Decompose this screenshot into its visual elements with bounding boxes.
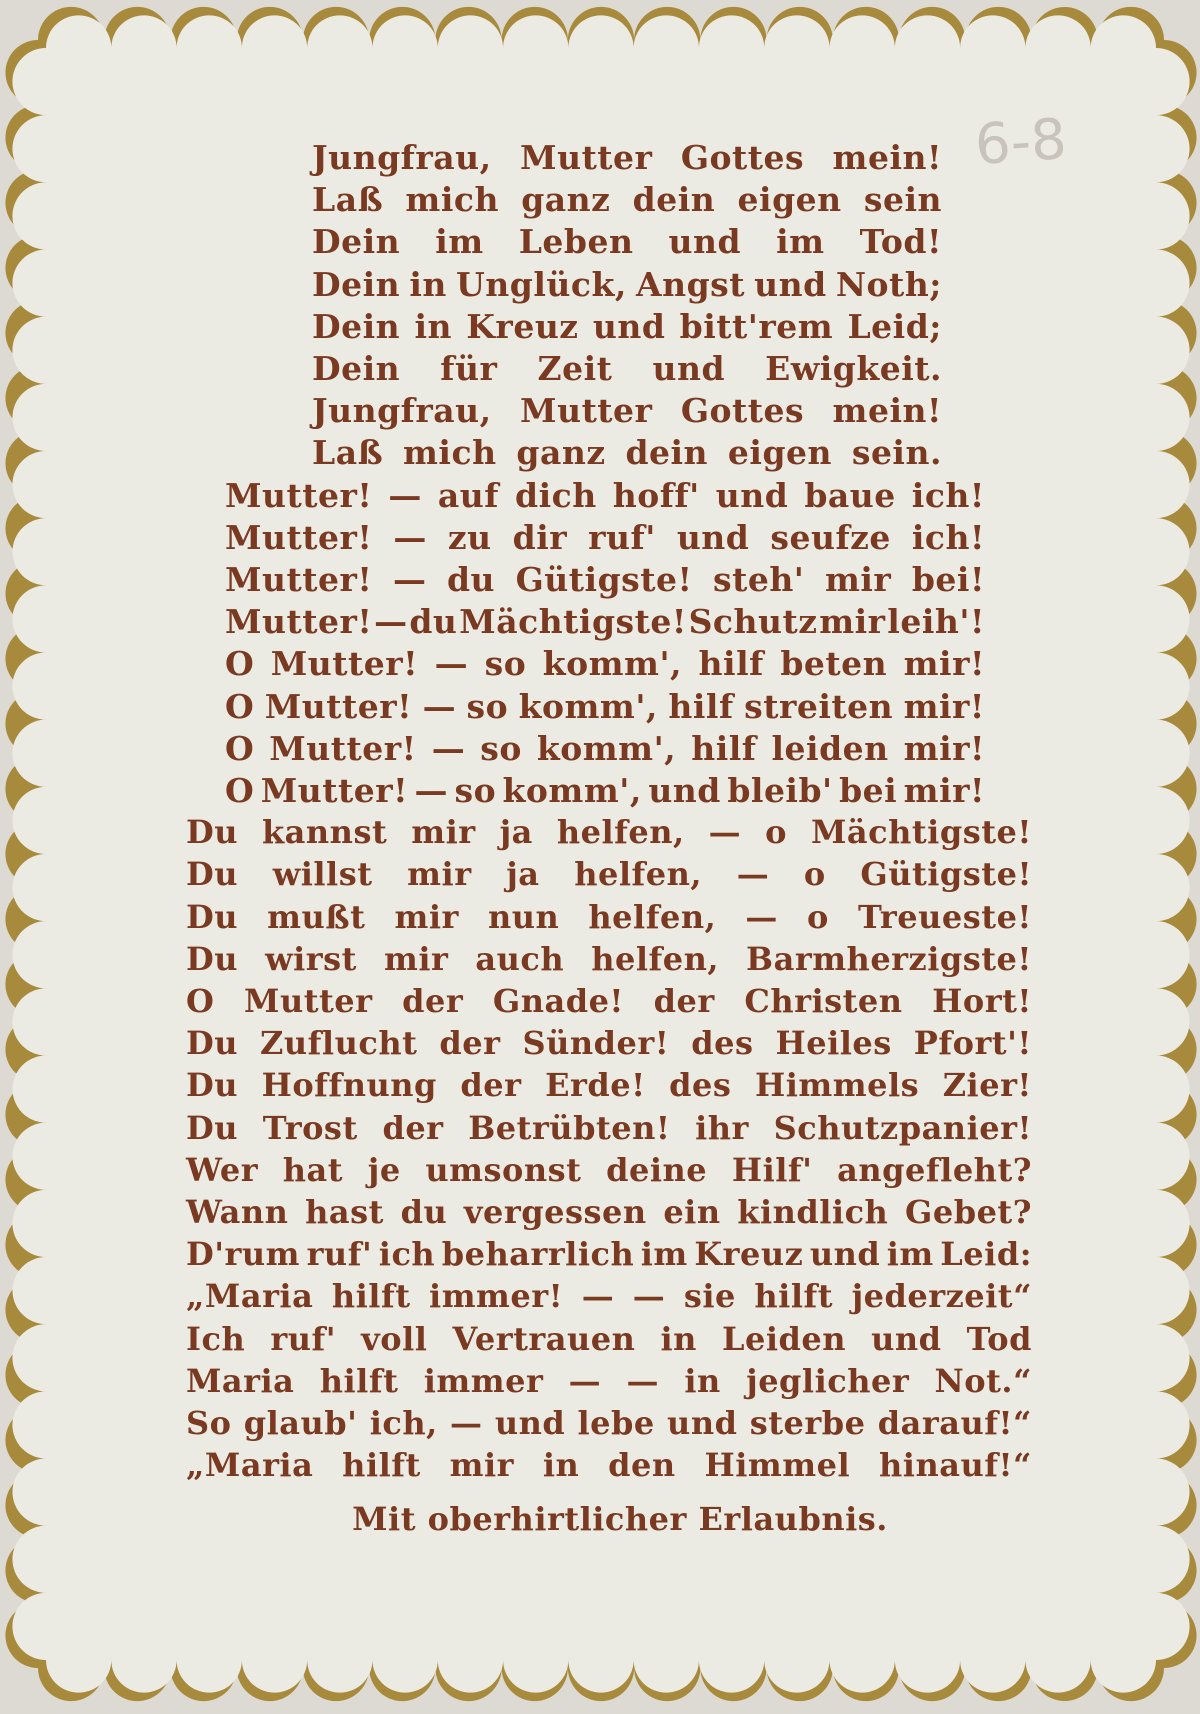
poem-word: in <box>414 306 452 346</box>
poem-word: leih'! <box>887 602 985 642</box>
poem-word: glaub' <box>243 1404 358 1442</box>
poem-word: — <box>736 855 770 894</box>
poem-word: Mutter! <box>270 644 419 684</box>
poem-word: ja <box>499 813 533 852</box>
poem-word: mir! <box>903 728 985 768</box>
poem-word: — <box>414 771 449 810</box>
poem-word: für <box>440 349 498 388</box>
poem-word: hilft <box>342 1446 421 1485</box>
poem-word: Hoffnung <box>261 1066 437 1105</box>
poem-word: Ich <box>186 1319 246 1358</box>
poem-line <box>186 940 1032 978</box>
poem-word: „Maria <box>186 1277 314 1316</box>
poem-word: Heiles <box>775 1024 892 1063</box>
poem-word: Du <box>186 897 239 936</box>
poem-word: — <box>626 1361 659 1400</box>
poem-word: Wer <box>186 1150 259 1189</box>
poem-word: — <box>388 475 422 515</box>
poem-word: beten <box>780 644 888 684</box>
poem-word: so <box>484 644 527 684</box>
poem-word: du <box>446 560 496 599</box>
poem-word: — <box>745 897 778 936</box>
poem-word: Himmels <box>754 1066 920 1105</box>
poem-word: und <box>809 1235 881 1274</box>
poem-word: hinauf!“ <box>879 1446 1032 1485</box>
poem-word: steh' <box>713 560 805 599</box>
poem-word: im <box>886 1235 934 1274</box>
poem-word: — <box>568 1361 602 1400</box>
poem-line <box>225 687 985 726</box>
poem-word: Mächtigste! <box>459 602 687 642</box>
poem-word: umsonst <box>425 1150 582 1189</box>
poem-word: im <box>640 1235 688 1274</box>
poem-word: ja <box>506 855 540 894</box>
poem-line <box>312 349 942 388</box>
poem-word: hilft <box>754 1277 834 1316</box>
poem-word: O <box>186 982 215 1020</box>
poem-word: — <box>632 1277 666 1316</box>
poem-word: mir <box>819 602 886 642</box>
poem-word: seufze <box>770 517 891 557</box>
poem-word: mir <box>383 939 449 978</box>
poem-word: Gottes <box>680 391 805 431</box>
poem-word: o <box>765 813 787 852</box>
poem-word: so <box>454 771 497 810</box>
poem-line <box>186 898 1032 936</box>
poem-word: deine <box>606 1150 708 1189</box>
poem-word: Dein <box>312 264 401 304</box>
poem-word: Leben <box>518 222 634 262</box>
poem-word: Kreuz <box>466 306 579 346</box>
poem-word: ruf' <box>306 1235 373 1274</box>
poem-word: so <box>480 728 522 768</box>
poem-word: sterbe <box>749 1404 866 1442</box>
poem-word: ganz <box>521 180 611 220</box>
poem-word: sein <box>863 180 942 220</box>
poem-word: Jungfrau, <box>312 391 492 431</box>
poem-word: in <box>409 264 447 304</box>
poem-word: — <box>581 1277 615 1316</box>
poem-word: mir <box>411 813 476 852</box>
poem-word: ruf' <box>270 1319 337 1358</box>
poem-word: — <box>374 602 408 642</box>
poem-word: — <box>422 686 457 726</box>
poem-word: kindlich <box>737 1193 889 1231</box>
poem-word: sein. <box>851 433 942 473</box>
poem-word: bei <box>839 771 898 810</box>
poem-word: Barmherzigste! <box>746 939 1032 978</box>
poem-word: und <box>494 1404 566 1442</box>
poem-word: darauf!“ <box>877 1404 1032 1442</box>
poem-word: Hilf' <box>731 1150 813 1189</box>
poem-word: auch <box>475 939 565 978</box>
poem-word: Tod! <box>859 222 942 262</box>
poem-word: hilft <box>319 1361 399 1400</box>
pencil-note: 6-8 <box>972 106 1069 179</box>
poem-word: mir <box>824 560 892 599</box>
poem-word: Mutter! <box>264 686 413 726</box>
poem-word: dir <box>512 517 568 557</box>
poem-word: Schutzpanier! <box>773 1108 1032 1147</box>
poem-word: Gebet? <box>905 1193 1032 1231</box>
poem-line <box>312 433 942 472</box>
poem-word: komm', <box>536 728 677 768</box>
poem-line <box>225 476 985 515</box>
poem-word: Leiden <box>722 1319 847 1358</box>
poem-line <box>186 1193 1032 1231</box>
poem-word: mich <box>405 180 499 220</box>
poem-word: o <box>803 855 826 894</box>
poem-word: hilf <box>691 728 757 768</box>
poem-word: So <box>186 1404 232 1442</box>
poem-word: Hort! <box>932 982 1032 1020</box>
poem-word: mir! <box>903 644 985 684</box>
poem-word: angefleht? <box>837 1150 1032 1189</box>
poem-word: Gütigste! <box>515 560 693 599</box>
poem-line <box>186 982 1032 1020</box>
poem-line <box>312 307 942 346</box>
poem-word: mir <box>449 1446 515 1485</box>
poem-word: der <box>653 982 715 1020</box>
poem-word: o <box>806 897 829 936</box>
poem-word: Schutz <box>688 602 818 642</box>
poem-word: Tod <box>966 1319 1032 1358</box>
poem-word: Mutter! <box>225 475 373 515</box>
poem-word: Mächtigste! <box>810 813 1032 852</box>
poem-word: Mutter! <box>260 771 409 810</box>
poem-word: Leid; <box>847 306 942 346</box>
poem-word: bitt'rem <box>679 306 834 346</box>
poem-word: — <box>393 517 427 557</box>
poem-word: Dein <box>312 349 401 388</box>
poem-word: — <box>450 1404 483 1442</box>
poem-word: — <box>431 728 466 768</box>
poem-word: jeglicher <box>746 1361 910 1400</box>
poem-word: immer! <box>429 1277 564 1316</box>
poem-word: im <box>776 222 825 262</box>
poem-word: ich! <box>911 517 985 557</box>
poem-word: so <box>466 686 509 726</box>
poem-word: Wann <box>186 1193 289 1231</box>
poem-word: Angst <box>635 264 745 304</box>
poem-word: mir <box>394 897 459 936</box>
poem-word: Treueste! <box>857 897 1032 936</box>
poem-word: helfen, <box>574 855 703 894</box>
poem-word: O <box>225 686 255 726</box>
poem-word: leiden <box>771 728 889 768</box>
poem-word: ruf' <box>588 517 656 557</box>
poem-word: beharrlich <box>441 1235 635 1274</box>
poem-word: ihr <box>695 1108 749 1147</box>
poem-word: Not.“ <box>934 1361 1032 1400</box>
poem-word: und <box>648 771 721 810</box>
poem-word: dein <box>632 180 716 220</box>
poem-word: Himmel <box>704 1446 851 1485</box>
poem-word: und <box>668 222 742 262</box>
poem-line <box>312 391 942 430</box>
poem-word: Jungfrau, <box>312 138 492 177</box>
poem-word: komm', <box>502 771 642 810</box>
poem-word: mir! <box>903 771 985 810</box>
poem-word: Du <box>186 813 239 852</box>
poem-word: und <box>592 306 666 346</box>
poem-word: eigen <box>737 180 842 220</box>
poem-word: Gütigste! <box>860 855 1032 894</box>
poem-word: Christen <box>744 982 903 1020</box>
poem-word: ein <box>663 1193 721 1231</box>
poem-word: Zeit <box>537 349 613 388</box>
poem-word: mir! <box>903 686 985 726</box>
poem-word: der <box>382 1108 444 1147</box>
poem-word: Mutter <box>520 391 653 431</box>
poem-word: je <box>367 1150 401 1189</box>
poem-word: komm', <box>518 686 658 726</box>
poem-word: komm', <box>542 644 683 684</box>
poem-word: lebe <box>577 1404 655 1442</box>
poem-line <box>225 729 985 768</box>
poem-word: jederzeit“ <box>851 1277 1032 1316</box>
poem-line <box>186 1404 1032 1442</box>
poem-line <box>225 644 985 683</box>
poem-word: Pfort'! <box>913 1024 1032 1063</box>
poem-word: bleib' <box>727 771 833 810</box>
poem-word: helfen, <box>556 813 685 852</box>
poem-word: hilft <box>331 1277 411 1316</box>
poem-word: der <box>460 1066 522 1105</box>
poem-word: Mutter <box>244 982 373 1020</box>
poem-word: Unglück, <box>456 264 627 304</box>
imprimatur-line: Mit oberhirtlicher Erlaubnis. <box>352 1500 888 1538</box>
poem-line <box>225 602 985 641</box>
poem-word: O <box>225 728 255 768</box>
poem-word: Erde! <box>545 1066 646 1105</box>
poem-word: und <box>667 1404 738 1442</box>
poem-word: Gnade! <box>492 982 624 1020</box>
poem-line <box>186 1277 1032 1315</box>
poem-word: Du <box>186 1066 239 1105</box>
poem-word: mein! <box>832 138 942 177</box>
poem-word: Du <box>186 1108 239 1147</box>
poem-word: dein <box>625 433 709 473</box>
poem-word: baue <box>804 475 896 515</box>
poem-word: Zuflucht <box>260 1024 418 1063</box>
poem-word: Mutter! <box>269 728 417 768</box>
poem-word: Dein <box>312 222 401 262</box>
poem-word: wirst <box>265 939 357 978</box>
poem-word: mich <box>403 433 497 473</box>
poem-word: ich! <box>911 475 985 515</box>
poem-word: hat <box>282 1150 344 1189</box>
poem-word: bei! <box>911 560 985 599</box>
poem-line <box>312 265 942 304</box>
poem-line <box>186 1320 1032 1358</box>
poem-word: O <box>225 771 255 810</box>
poem-word: Dein <box>312 306 401 346</box>
poem-word: und <box>871 1319 942 1358</box>
poem-word: des <box>669 1066 732 1105</box>
poem-word: Mutter! <box>225 560 373 599</box>
poem-word: Mutter! <box>225 517 373 557</box>
poem-word: kannst <box>262 813 388 852</box>
poem-word: ich, <box>369 1404 438 1442</box>
poem-word: des <box>691 1024 754 1063</box>
poem-word: D'rum <box>186 1235 301 1274</box>
poem-word: Gottes <box>680 138 805 177</box>
poem-line <box>186 1109 1032 1147</box>
poem-line <box>186 1024 1032 1062</box>
poem-word: Du <box>186 939 239 978</box>
poem-line <box>186 813 1032 851</box>
poem-word: Leid: <box>940 1235 1032 1274</box>
poem-word: hilf <box>668 686 734 726</box>
poem-line <box>186 1151 1032 1189</box>
poem-word: in <box>660 1319 697 1358</box>
poem-word: — <box>392 560 427 599</box>
poem-word: und <box>676 517 750 557</box>
poem-word: Du <box>186 855 239 894</box>
poem-word: hilf <box>698 644 764 684</box>
poem-word: in <box>542 1446 580 1485</box>
poem-word: ich <box>378 1235 436 1274</box>
poem-word: du <box>409 602 458 642</box>
poem-word: im <box>435 222 484 262</box>
poem-word: O <box>225 644 255 684</box>
poem-word: mußt <box>267 897 366 936</box>
poem-word: immer <box>423 1361 544 1400</box>
poem-word: ganz <box>516 433 606 473</box>
poem-line <box>312 180 942 219</box>
poem-word: Zier! <box>942 1066 1032 1105</box>
poem-word: eigen <box>727 433 833 473</box>
poem-word: Mutter! <box>225 602 373 642</box>
poem-word: du <box>400 1193 448 1231</box>
poem-word: Trost <box>262 1108 358 1147</box>
poem-line <box>312 138 942 177</box>
poem-word: vergessen <box>463 1193 647 1231</box>
poem-word: Maria <box>186 1361 295 1400</box>
poem-word: zu <box>447 517 492 557</box>
poem-word: Ewigkeit. <box>765 349 942 388</box>
poem-word: nun <box>487 897 560 936</box>
poem-word: der <box>439 1024 501 1063</box>
poem-word: und <box>652 349 726 388</box>
poem-word: Vertrauen <box>452 1319 636 1358</box>
poem-word: — <box>434 644 469 684</box>
poem-word: Sünder! <box>522 1024 670 1063</box>
poem-line <box>312 222 942 261</box>
poem-line <box>186 1235 1032 1273</box>
poem-line <box>225 560 985 599</box>
poem-line <box>186 1446 1032 1484</box>
poem-word: mein! <box>832 391 942 431</box>
poem-word: dich <box>515 475 597 515</box>
poem-word: und <box>754 264 827 304</box>
poem-word: den <box>608 1446 676 1485</box>
poem-word: in <box>684 1361 721 1400</box>
poem-word: streiten <box>744 686 894 726</box>
poem-word: Mutter <box>520 138 653 177</box>
poem-word: voll <box>361 1319 428 1358</box>
poem-line <box>225 771 985 810</box>
poem-line <box>225 518 985 557</box>
poem-word: Kreuz <box>694 1235 804 1274</box>
poem-word: auf <box>437 475 499 515</box>
poem-word: Laß <box>312 180 384 220</box>
poem-line <box>186 1066 1032 1104</box>
poem-word: Betrübten! <box>468 1108 671 1147</box>
poem-word: — <box>708 813 742 852</box>
poem-word: hast <box>305 1193 384 1231</box>
poem-line <box>186 855 1032 893</box>
poem-word: Du <box>186 1024 239 1063</box>
poem-word: sie <box>683 1277 736 1316</box>
poem-word: mir <box>407 855 472 894</box>
poem-word: helfen, <box>591 939 719 978</box>
poem-word: Laß <box>312 433 384 473</box>
poem-word: und <box>715 475 789 515</box>
poem-word: Noth; <box>835 264 942 304</box>
poem-word: hoff' <box>612 475 700 515</box>
poem-line <box>186 1362 1032 1400</box>
poem-word: „Maria <box>186 1446 314 1485</box>
poem-word: der <box>402 982 464 1020</box>
poem-word: willst <box>272 855 373 894</box>
poem-word: helfen, <box>588 897 717 936</box>
